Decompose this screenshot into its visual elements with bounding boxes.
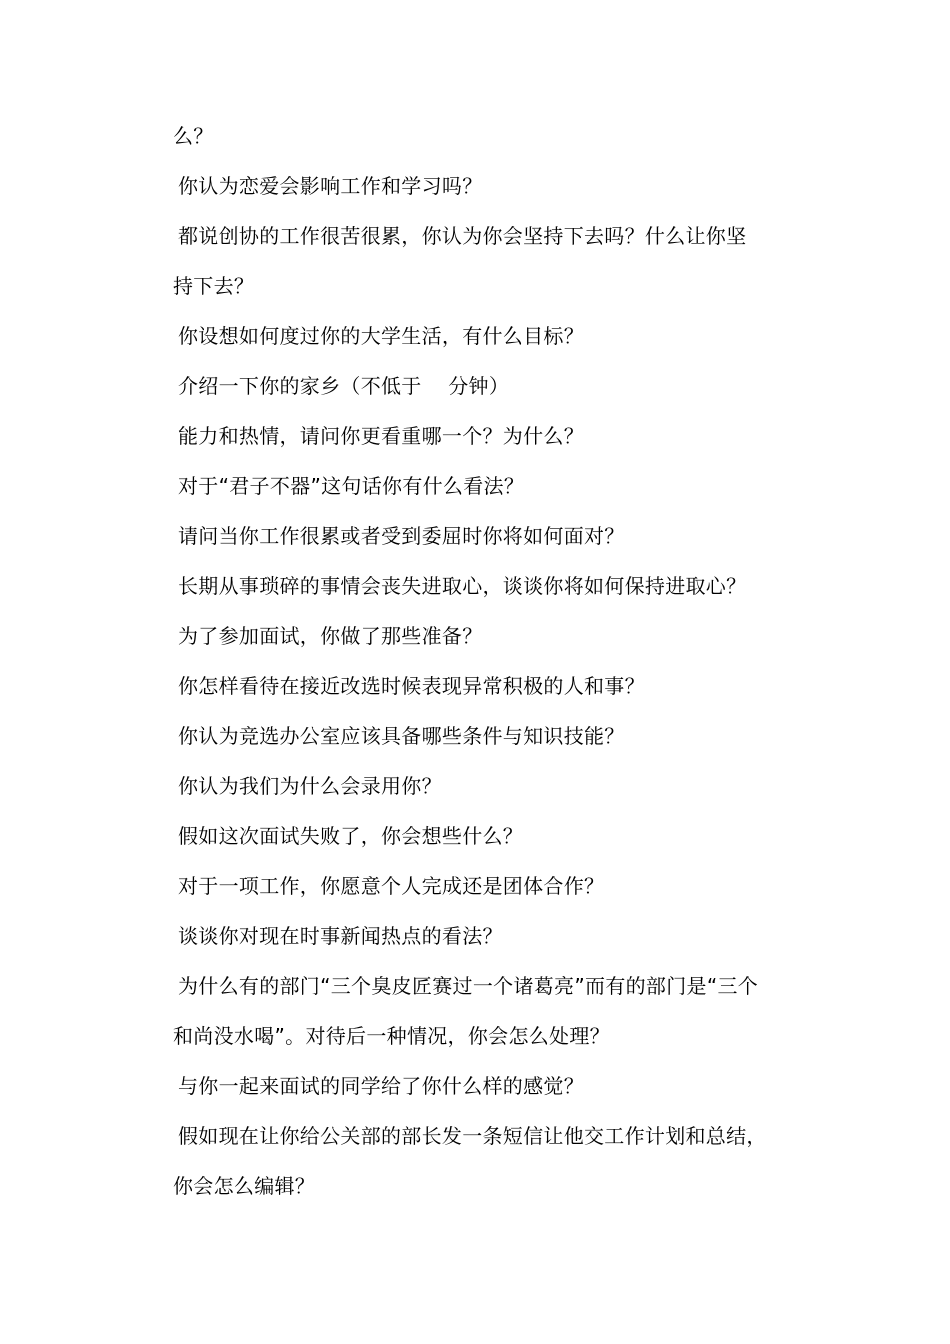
question-line: 介绍一下你的家乡（不低于 分钟）: [178, 374, 510, 398]
question-line: 长期从事琐碎的事情会丧失进取心，谈谈你将如何保持进取心？: [178, 574, 747, 598]
question-line: 你设想如何度过你的大学生活，有什么目标？: [178, 324, 584, 348]
question-line: 假如现在让你给公关部的部长发一条短信让他交工作计划和总结，: [178, 1124, 767, 1148]
question-line: 为什么有的部门“三个臭皮匠赛过一个诸葛亮”而有的部门是“三个: [178, 974, 759, 998]
question-line: 为了参加面试，你做了那些准备？: [178, 624, 483, 648]
question-line: 你认为恋爱会影响工作和学习吗？: [178, 174, 483, 198]
question-line: 你认为竞选办公室应该具备哪些条件与知识技能？: [178, 724, 625, 748]
question-line: 都说创协的工作很苦很累，你认为你会坚持下去吗？什么让你坚: [178, 224, 747, 248]
question-line: 对于“君子不器”这句话你有什么看法？: [178, 474, 525, 498]
text-line: 和尚没水喝”。对待后一种情况，你会怎么处理？: [173, 1024, 610, 1048]
question-list: [173, 111, 833, 1211]
text-line: 么？: [173, 124, 214, 148]
question-line: 假如这次面试失败了，你会想些什么？: [178, 824, 524, 848]
question-line: 请问当你工作很累或者受到委屈时你将如何面对？: [178, 524, 625, 548]
question-line: 能力和热情，请问你更看重哪一个？为什么？: [178, 424, 584, 448]
question-line: 谈谈你对现在时事新闻热点的看法？: [178, 924, 503, 948]
text-line: 你会怎么编辑？: [173, 1174, 316, 1198]
question-line: 你怎样看待在接近改选时候表现异常积极的人和事？: [178, 674, 645, 698]
question-line: 对于一项工作，你愿意个人完成还是团体合作？: [178, 874, 605, 898]
question-line: 你认为我们为什么会录用你？: [178, 774, 442, 798]
question-line: 与你一起来面试的同学给了你什么样的感觉？: [178, 1074, 584, 1098]
text-line: 持下去？: [173, 274, 255, 298]
